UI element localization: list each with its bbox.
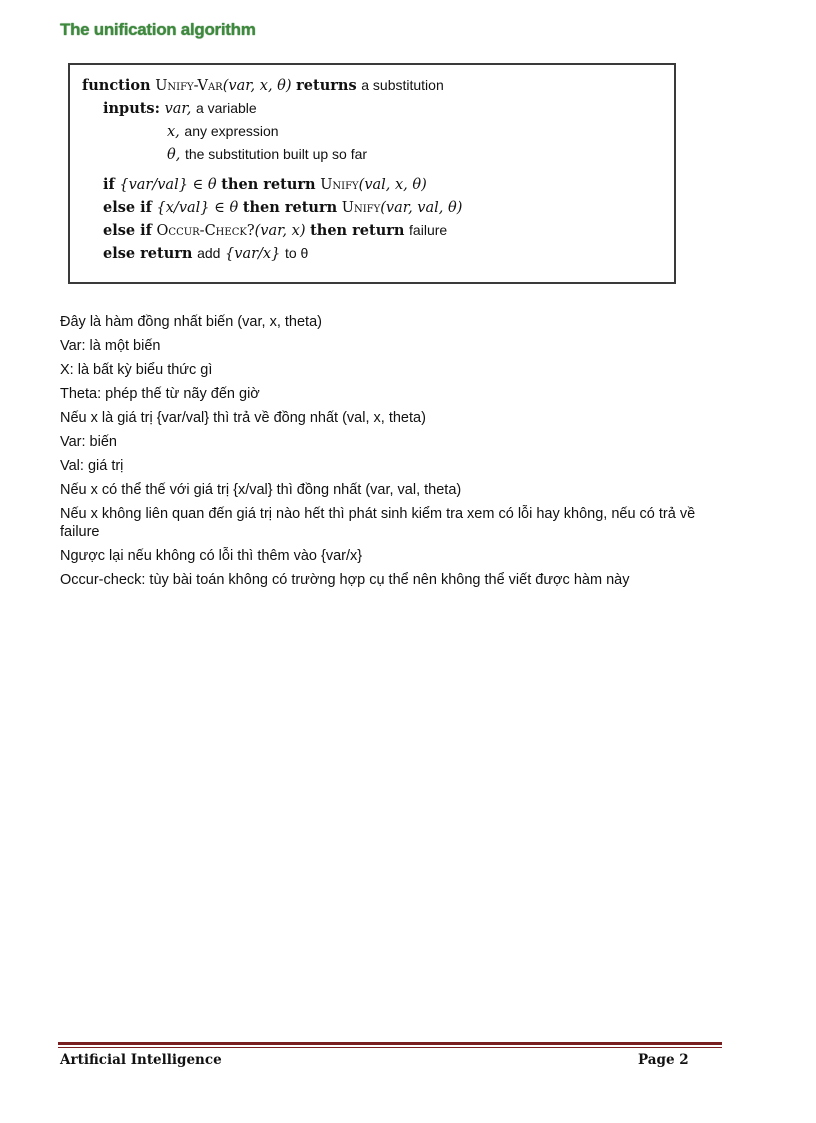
paragraph: Occur-check: tùy bài toán không có trường hợp cụ thể nên không thể viết được hàm này bbox=[60, 572, 630, 588]
keyword-inputs: inputs: bbox=[103, 100, 160, 117]
input-theta-desc: the substitution built up so far bbox=[184, 146, 368, 162]
paragraph: Nếu x là giá trị {var/val} thì trả về đồng nhất (val, x, theta) bbox=[60, 410, 426, 426]
input-theta: θ, bbox=[167, 147, 181, 163]
result-failure: failure bbox=[409, 222, 448, 238]
algo-line-if bbox=[103, 176, 427, 193]
paragraph: Theta: phép thế từ nãy đến giờ bbox=[60, 386, 260, 402]
keyword-else-return: else return bbox=[103, 245, 193, 262]
call-unify: Unify bbox=[320, 177, 359, 193]
input-var-desc: a variable bbox=[195, 100, 257, 116]
paragraph: Var: biến bbox=[60, 434, 117, 450]
condition-expr: {var/val} ∈ θ bbox=[119, 177, 217, 193]
call-unify: Unify bbox=[341, 200, 381, 216]
keyword-then-return: then return bbox=[310, 222, 405, 239]
paragraph: Val: giá trị bbox=[60, 458, 124, 474]
function-name: Unify-Var bbox=[155, 78, 223, 94]
paragraph: Var: là một biến bbox=[60, 338, 161, 354]
algo-line-signature bbox=[82, 77, 444, 94]
paragraph: Nếu x có thể thế với giá trị {x/val} thì đồng nhất (var, val, theta) bbox=[60, 482, 462, 498]
add-word: add bbox=[197, 245, 221, 261]
algo-line-input-theta bbox=[167, 146, 367, 163]
footer-divider bbox=[58, 1042, 722, 1045]
keyword-else-if: else if bbox=[103, 199, 152, 216]
algorithm-box bbox=[68, 63, 676, 284]
paragraph: Đây là hàm đồng nhất biến (var, x, theta) bbox=[60, 314, 322, 330]
add-expr: {var/x} bbox=[225, 246, 281, 262]
condition-expr: {x/val} ∈ θ bbox=[156, 200, 239, 216]
keyword-function: function bbox=[82, 77, 151, 94]
footer-title: Artificial Intelligence bbox=[60, 1052, 222, 1068]
page-number: Page 2 bbox=[638, 1052, 689, 1068]
to-theta: to θ bbox=[284, 245, 309, 261]
paragraph: X: là bất kỳ biểu thức gì bbox=[60, 362, 213, 378]
paragraph: Nếu x không liên quan đến giá trị nào hết thì phát sinh kiểm tra xem có lỗi hay không, nếu có trả về failure bbox=[60, 506, 696, 540]
algo-line-else-if-1 bbox=[103, 199, 462, 216]
call-occur-check: Occur-Check? bbox=[156, 223, 255, 239]
section-title: The unification algorithm bbox=[60, 20, 256, 39]
footer-divider-thin bbox=[58, 1047, 722, 1048]
paragraph: Ngược lại nếu không có lỗi thì thêm vào {var/x} bbox=[60, 548, 363, 564]
keyword-returns: returns bbox=[296, 77, 357, 94]
keyword-then-return: then return bbox=[221, 176, 316, 193]
return-type: a substitution bbox=[361, 77, 444, 93]
algo-line-inputs bbox=[103, 100, 257, 117]
input-var: var, bbox=[164, 101, 192, 117]
call-args: (val, x, θ) bbox=[358, 177, 427, 193]
algo-line-else-if-2 bbox=[103, 222, 447, 239]
input-x: x, bbox=[167, 124, 180, 140]
algo-line-else-return bbox=[103, 245, 308, 262]
keyword-if: if bbox=[103, 176, 115, 193]
explanation-text bbox=[60, 313, 730, 595]
keyword-then-return: then return bbox=[242, 199, 338, 216]
algo-line-input-x bbox=[167, 123, 279, 140]
keyword-else-if: else if bbox=[103, 222, 152, 239]
function-params: (var, x, θ) bbox=[222, 78, 292, 94]
input-x-desc: any expression bbox=[184, 123, 279, 139]
call-args: (var, val, θ) bbox=[380, 200, 463, 216]
call-args: (var, x) bbox=[254, 223, 306, 239]
